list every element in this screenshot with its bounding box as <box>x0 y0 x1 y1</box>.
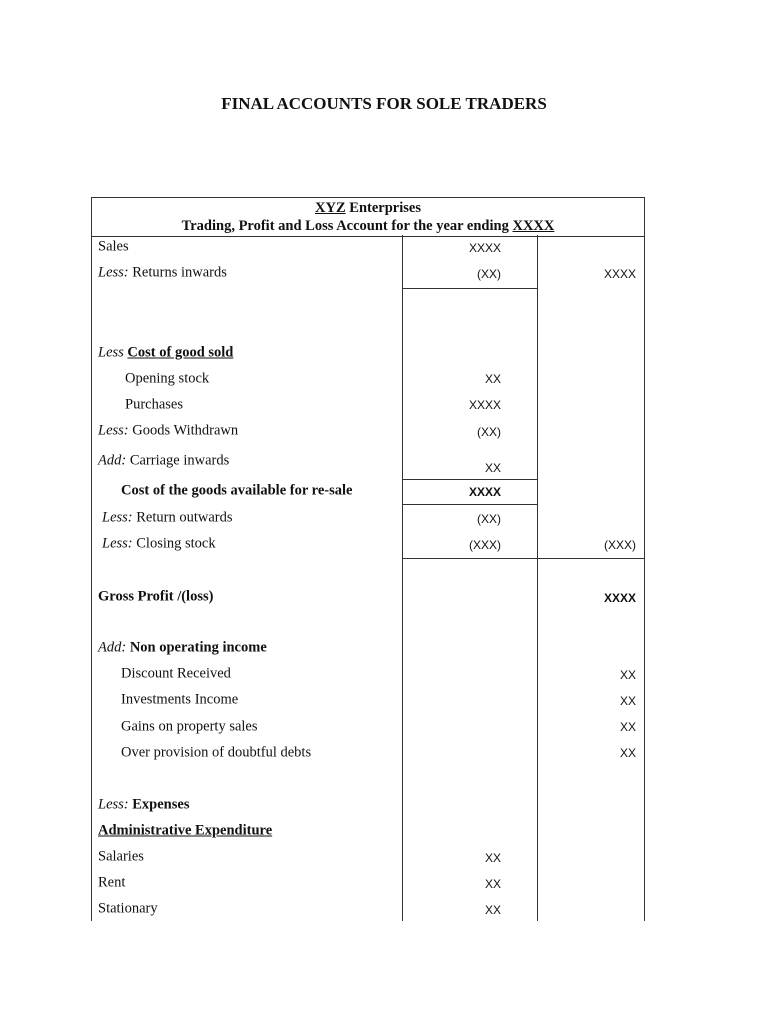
value: XX <box>619 720 636 734</box>
value: XX <box>484 461 501 475</box>
row-opening-stock: Opening stock <box>125 370 210 387</box>
row-salaries: Salaries <box>98 848 144 865</box>
value: XX <box>619 668 636 682</box>
rule <box>402 288 537 289</box>
row-return-outwards: Less: Return outwards <box>102 509 233 526</box>
value: (XX) <box>477 512 501 526</box>
row-cogs: Less Cost of good sold <box>98 344 234 361</box>
table-header <box>92 198 644 237</box>
row-gross-profit: Gross Profit /(loss) <box>98 588 214 605</box>
company-name: XYZ <box>315 200 346 216</box>
value: XX <box>619 746 636 760</box>
rule <box>402 479 537 480</box>
row-expenses: Less: Expenses <box>98 796 190 813</box>
value: (XX) <box>477 267 501 281</box>
document-title: FINAL ACCOUNTS FOR SOLE TRADERS <box>221 94 547 113</box>
account-title: Trading, Profit and Loss Account for the year ending <box>181 218 513 234</box>
value: (XXX) <box>468 538 501 552</box>
row-carriage-inwards: Add: Carriage inwards <box>98 452 230 469</box>
value: XXXX <box>468 485 501 499</box>
company-suffix: Enterprises <box>345 200 421 216</box>
account-table <box>91 197 645 921</box>
row-returns-inwards: Less: Returns inwards <box>98 264 227 281</box>
value: XXXX <box>603 591 636 605</box>
account-year: XXXX <box>512 218 555 234</box>
value: XX <box>484 877 501 891</box>
value: XXXX <box>468 398 501 412</box>
value: (XX) <box>477 425 501 439</box>
rule <box>402 504 537 505</box>
row-cost-available: Cost of the goods available for re-sale <box>121 482 353 499</box>
value: (XXX) <box>603 538 636 552</box>
row-rent: Rent <box>98 874 126 891</box>
column-divider <box>402 235 403 921</box>
value: XX <box>484 903 501 917</box>
row-stationary: Stationary <box>98 900 158 917</box>
row-discount-received: Discount Received <box>121 665 231 682</box>
value: XX <box>619 694 636 708</box>
row-admin: Administrative Expenditure <box>98 822 273 839</box>
row-purchases: Purchases <box>125 396 183 413</box>
row-non-operating: Add: Non operating income <box>98 639 267 656</box>
row-goods-withdrawn: Less: Goods Withdrawn <box>98 422 239 439</box>
value: XX <box>484 851 501 865</box>
value: XXXX <box>468 241 501 255</box>
row-closing-stock: Less: Closing stock <box>102 535 216 552</box>
value: XXXX <box>603 267 636 281</box>
row-over-provision: Over provision of doubtful debts <box>121 744 312 761</box>
row-investments-income: Investments Income <box>121 691 239 708</box>
column-divider <box>537 235 538 921</box>
row-sales: Sales <box>98 238 129 255</box>
row-gains-property: Gains on property sales <box>121 718 258 735</box>
rule <box>402 558 644 559</box>
value: XX <box>484 372 501 386</box>
